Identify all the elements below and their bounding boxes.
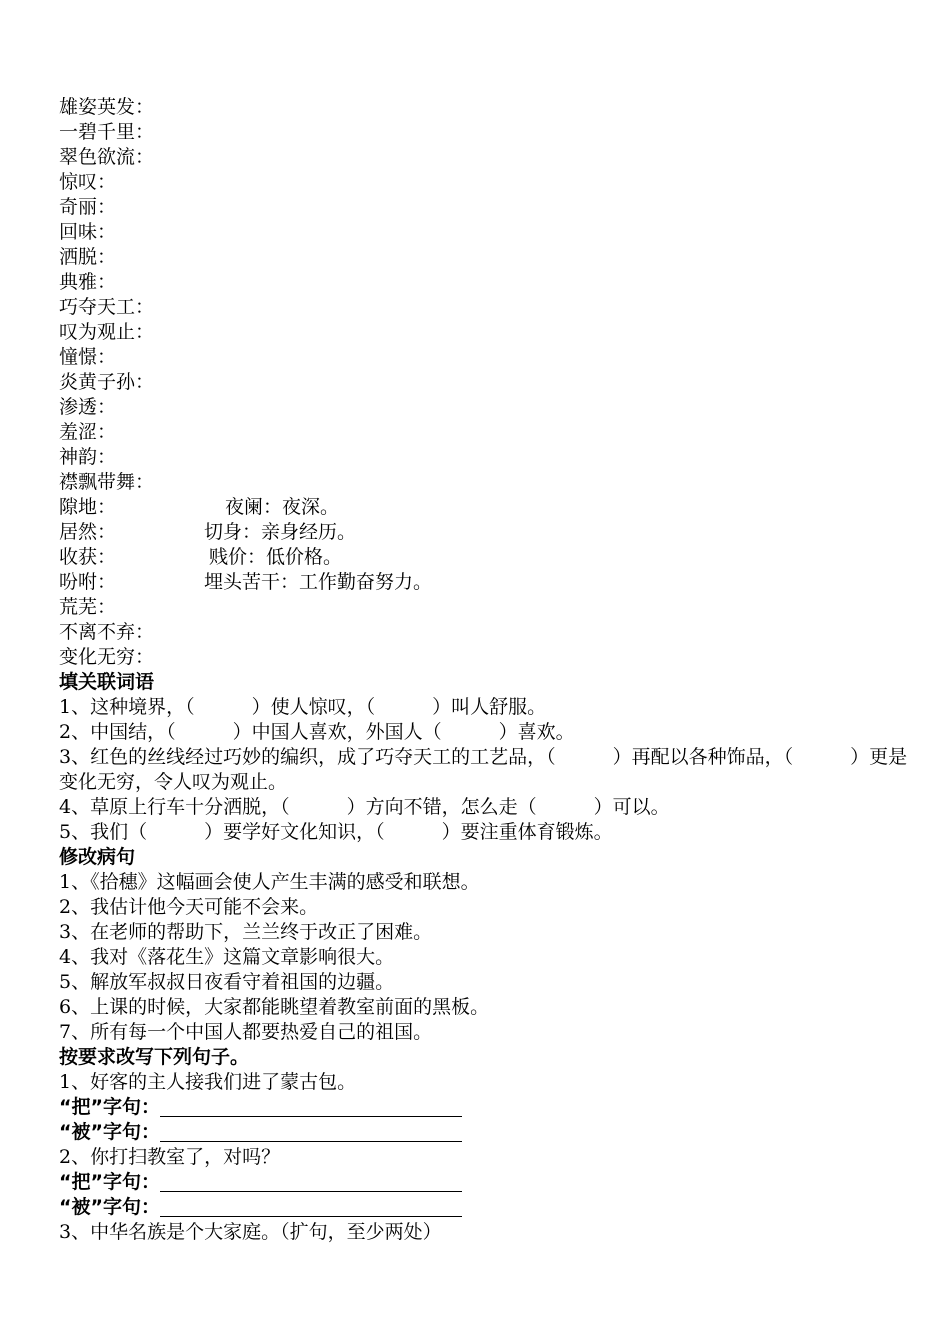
exercise-item: 3、在老师的帮助下，兰兰终于改正了困难。 <box>59 921 433 943</box>
vocab-item: 荒芜： <box>59 596 117 618</box>
vocab-item: 渗透： <box>59 396 117 418</box>
exercise-item: 2、我估计他今天可能不会来。 <box>59 896 319 918</box>
section-conjunctions <box>59 670 919 845</box>
section-sentence-correction <box>59 845 919 1045</box>
exercise-item: 5、我们（ ）要学好文化知识，（ ）要注重体育锻炼。 <box>59 821 613 843</box>
bei-sentence-label: “被”字句： <box>59 1121 160 1143</box>
exercise-item: 4、我对《落花生》这篇文章影响很大。 <box>59 946 395 968</box>
exercise-item: 3、中华名族是个大家庭。（扩句，至少两处） <box>59 1221 442 1243</box>
vocab-item: 神韵： <box>59 446 117 468</box>
vocab-item: 一碧千里： <box>59 121 155 143</box>
vocab-item: 不离不弃： <box>59 621 155 643</box>
vocab-item: 惊叹： <box>59 171 117 193</box>
vocab-item: 襟飘带舞： <box>59 471 155 493</box>
exercise-item: 5、解放军叔叔日夜看守着祖国的边疆。 <box>59 971 395 993</box>
section-title: 填关联词语 <box>59 671 155 693</box>
answer-blank[interactable] <box>160 1121 462 1142</box>
vocab-list <box>59 95 919 495</box>
exercise-item: 1、这种境界，（ ）使人惊叹，（ ）叫人舒服。 <box>59 696 547 718</box>
exercise-item: 1、《拾穗》这幅画会使人产生丰满的感受和联想。 <box>59 871 480 893</box>
vocab-item: 变化无穷： <box>59 646 155 668</box>
vocab-item: 收获： <box>59 546 117 568</box>
vocab-item: 回味： <box>59 221 117 243</box>
vocab-item: 憧憬： <box>59 346 117 368</box>
vocab-definition: 切身：亲身经历。 <box>204 521 357 543</box>
vocab-definition: 埋头苦干：工作勤奋努力。 <box>204 571 433 593</box>
vocab-item: 吩咐： <box>59 571 117 593</box>
vocab-definition: 贱价：低价格。 <box>209 546 343 568</box>
vocab-pair-row <box>59 495 919 520</box>
section-title: 修改病句 <box>59 846 136 868</box>
worksheet-page <box>59 95 919 1245</box>
vocab-item: 居然： <box>59 521 117 543</box>
vocab-tail <box>59 595 919 670</box>
answer-blank[interactable] <box>160 1096 462 1117</box>
vocab-item: 炎黄子孙： <box>59 371 155 393</box>
vocab-item: 洒脱： <box>59 246 117 268</box>
ba-sentence-row <box>59 1170 919 1195</box>
ba-sentence-label: “把”字句： <box>59 1096 160 1118</box>
answer-blank[interactable] <box>160 1171 462 1192</box>
vocab-definition: 夜阑：夜深。 <box>225 496 340 518</box>
vocab-item: 典雅： <box>59 271 117 293</box>
exercise-item: 1、好客的主人接我们进了蒙古包。 <box>59 1071 357 1093</box>
vocab-pair-row <box>59 545 919 570</box>
vocab-pairs <box>59 495 919 595</box>
vocab-item: 奇丽： <box>59 196 117 218</box>
vocab-pair-row <box>59 520 919 545</box>
vocab-pair-row <box>59 570 919 595</box>
section-title: 按要求改写下列句子。 <box>59 1046 250 1068</box>
exercise-item: 2、中国结，（ ）中国人喜欢，外国人（ ）喜欢。 <box>59 721 575 743</box>
vocab-item: 雄姿英发： <box>59 96 155 118</box>
exercise-item: 7、所有每一个中国人都要热爱自己的祖国。 <box>59 1021 433 1043</box>
vocab-item: 巧夺天工： <box>59 296 155 318</box>
exercise-item: 4、草原上行车十分洒脱，（ ）方向不错，怎么走（ ）可以。 <box>59 796 670 818</box>
vocab-item: 翠色欲流： <box>59 146 155 168</box>
ba-sentence-row <box>59 1095 919 1120</box>
bei-sentence-row <box>59 1120 919 1145</box>
exercise-item: 3、红色的丝线经过巧妙的编织，成了巧夺天工的工艺品，（ ）再配以各种饰品，（ ）更是变化无穷，令人叹为观止。 <box>59 746 908 793</box>
exercise-item: 2、你打扫教室了，对吗？ <box>59 1146 281 1168</box>
section-rewrite <box>59 1045 919 1245</box>
vocab-item: 羞涩： <box>59 421 117 443</box>
bei-sentence-row <box>59 1195 919 1220</box>
exercise-item: 6、上课的时候，大家都能眺望着教室前面的黑板。 <box>59 996 490 1018</box>
ba-sentence-label: “把”字句： <box>59 1171 160 1193</box>
bei-sentence-label: “被”字句： <box>59 1196 160 1218</box>
vocab-item: 隙地： <box>59 496 117 518</box>
answer-blank[interactable] <box>160 1196 462 1217</box>
vocab-item: 叹为观止： <box>59 321 155 343</box>
